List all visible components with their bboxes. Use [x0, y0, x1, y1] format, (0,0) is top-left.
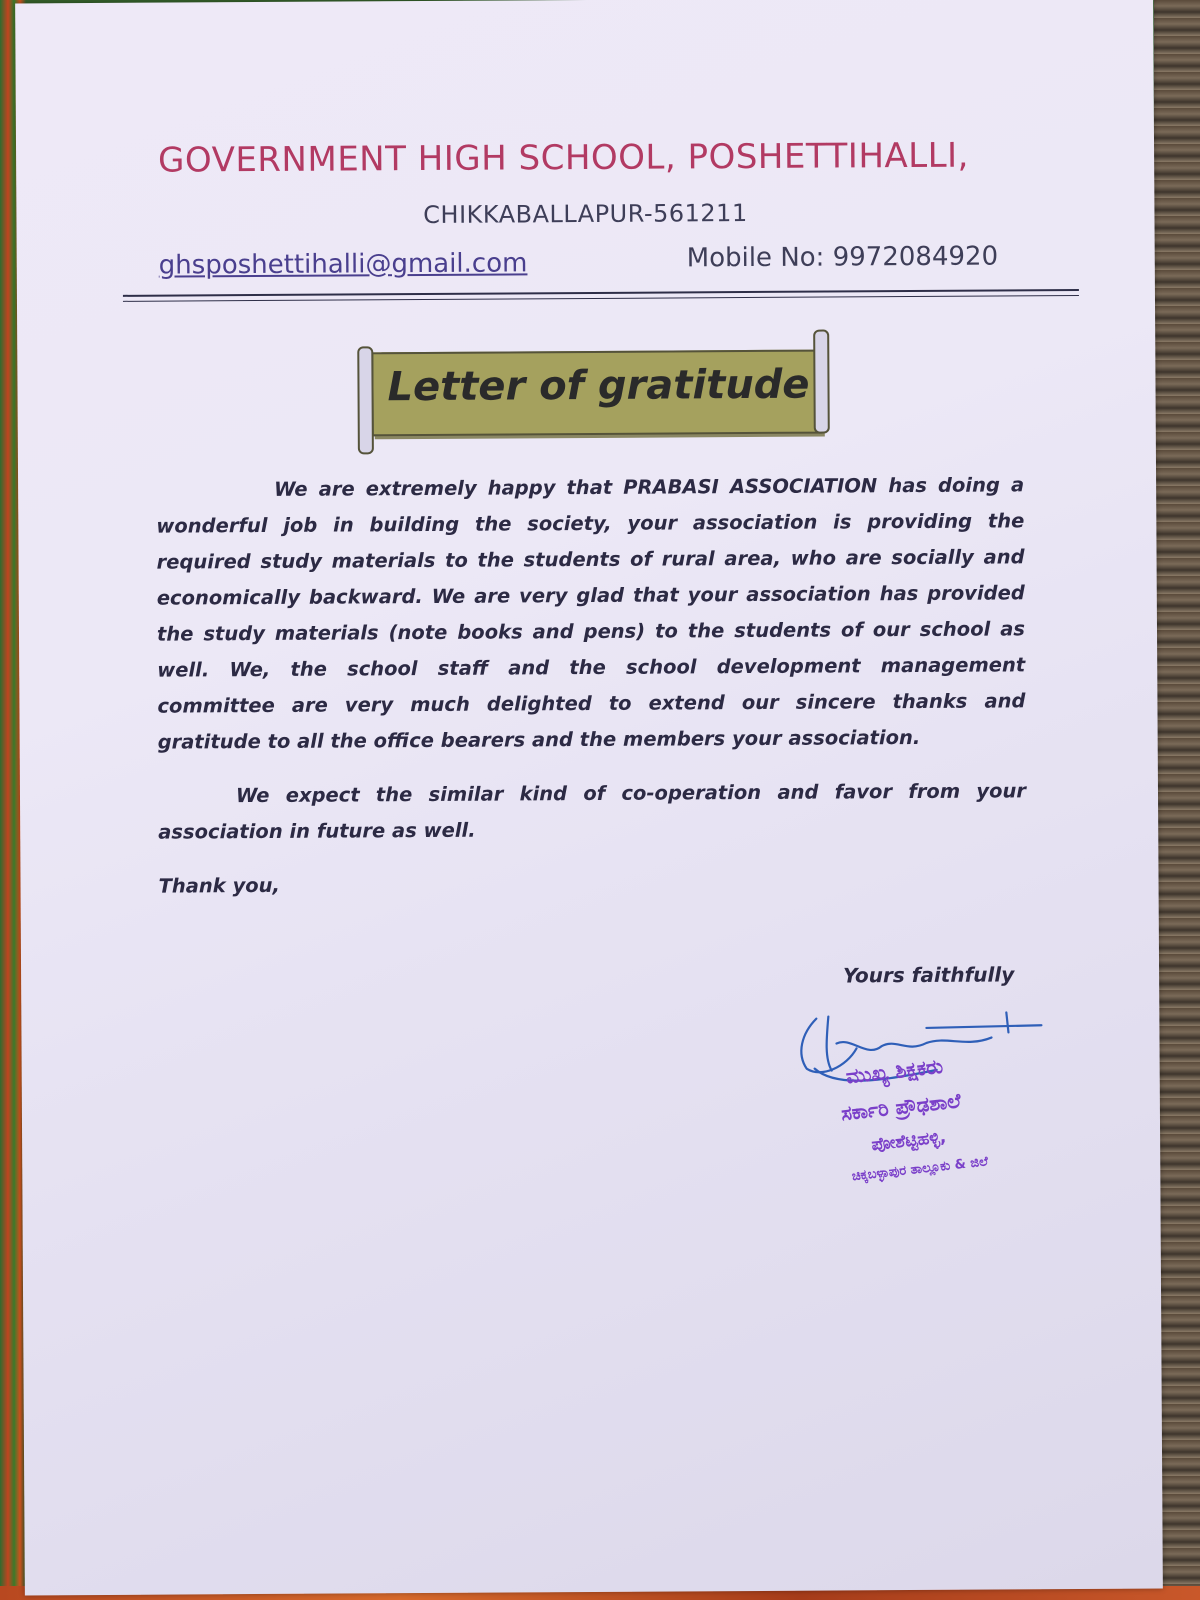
stamp-line-3: ಪೋಶೆಟ್ಟಿಹಳ್ಳಿ,: [870, 1127, 948, 1156]
signature-stamp-graphic: [776, 1007, 1067, 1209]
title-scroll-banner: [357, 344, 818, 437]
scroll-roll-left: [357, 346, 374, 454]
stamp-line-1: ಮುಖ್ಯ ಶಿಕ್ಷಕರು: [844, 1053, 945, 1089]
stamp-line-4: ಚಿಕ್ಕಬಳ್ಳಾಪುರ ತಾಲ್ಲೂಕು & ಜಿಲೆ: [851, 1154, 989, 1185]
school-mobile: Mobile No: 9972084920: [686, 241, 999, 274]
letter-paragraph-2: We expect the similar kind of co-operation and favor from your association in future as well.: [158, 779, 1027, 844]
letter-paragraph-1: We are extremely happy that PRABASI ASSOCIATION has doing a wonderful job in building the society, your association is providing the required study materials to the students of rural area, who are socially and economically backward. We are very glad that your association has provided the study materials (note books and pens) to the students of our school as well. We, the school staff and the school development management committee are very much delighted to extend our sincere thanks and gratitude to all the office bearers and the members your association.: [156, 473, 1026, 754]
letter-page: [15, 0, 1163, 1595]
school-email[interactable]: ghsposhettihalli@gmail.com: [158, 248, 528, 281]
kannada-stamp: [840, 1053, 990, 1186]
closing-salutation: Yours faithfully: [843, 962, 1015, 988]
signature-and-stamp: [776, 1007, 1067, 1209]
school-location: CHIKKABALLAPUR-561211: [423, 199, 748, 230]
letter-title: Letter of gratitude: [387, 361, 810, 411]
header-divider-thin: [123, 295, 1079, 302]
stamp-line-2: ಸರ್ಕಾರಿ ಪ್ರೌಢಶಾಲೆ: [839, 1088, 963, 1126]
school-name: GOVERNMENT HIGH SCHOOL, POSHETTIHALLI,: [157, 135, 970, 181]
scroll-roll-right: [813, 330, 830, 434]
thank-you-line: Thank you,: [158, 873, 281, 898]
